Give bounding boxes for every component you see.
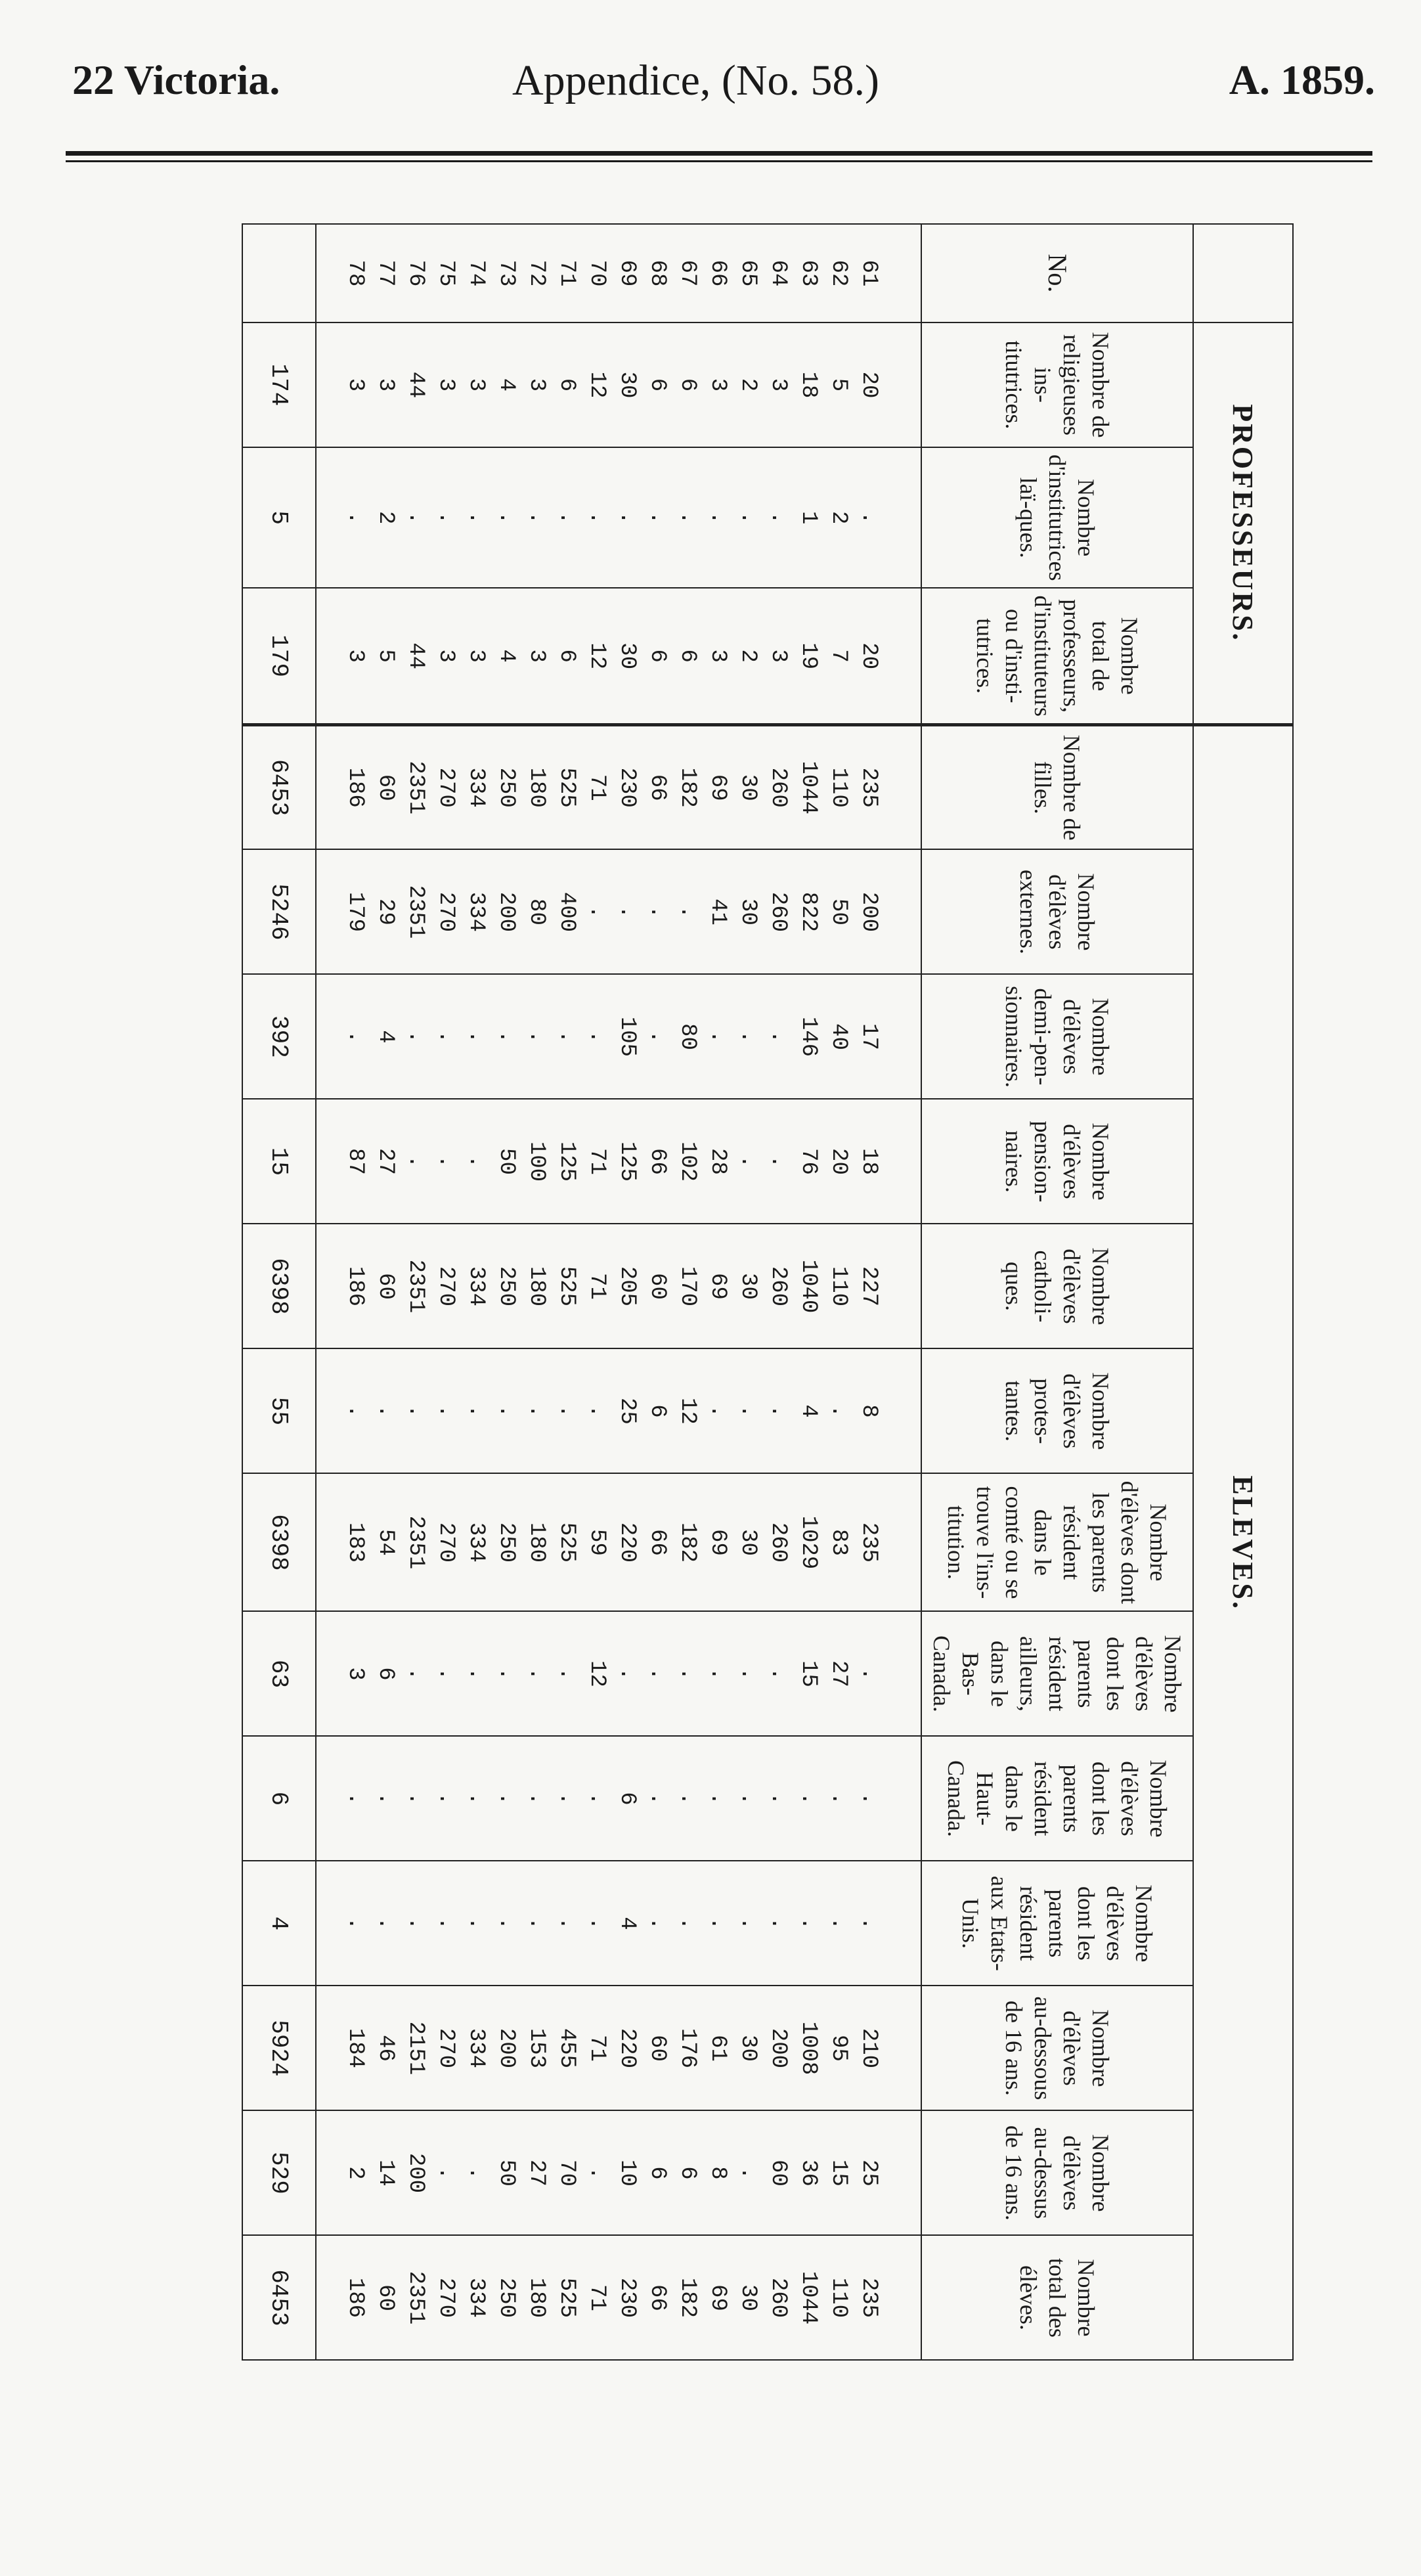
header-comte: Nombre d'élèves dont les parents résident dans le comté ou se trouve l'ins-titution. (921, 1473, 1193, 1611)
header-total-professeurs: Nombre total de professeurs, d'instituteurs ou d'insti-tutrices. (921, 588, 1193, 724)
header-protestantes: Nombre d'élèves protes-tantes. (921, 1348, 1193, 1473)
group-professeurs: PROFESSEURS. (1193, 322, 1293, 724)
header-au-dessous: Nombre d'élèves au-dessous de 16 ans. (921, 1986, 1193, 2110)
group-blank (1193, 224, 1293, 322)
total-au-dessous: 5924 (242, 1986, 316, 2110)
header-etats-unis: Nombre d'élèves dont les parents résident aux Etats-Unis. (921, 1861, 1193, 1986)
header-haut-canada: Nombre d'élèves dont les parents résident dans le Haut-Canada. (921, 1736, 1193, 1861)
total-no (242, 224, 316, 322)
header-catholiques: Nombre d'élèves catholi-ques. (921, 1224, 1193, 1348)
session-label: 22 Victoria. (72, 56, 280, 103)
total-laiques: 5 (242, 447, 316, 588)
total-total-eleves: 6453 (242, 2235, 316, 2360)
header-externes: Nombre d'élèves externes. (921, 849, 1193, 974)
appendix-title: Appendice, (No. 58.) (512, 56, 880, 104)
values-no: 61 62 63 64 65 66 67 68 69 70 71 72 73 74 75 76 77 78 (316, 224, 921, 322)
header-laiques: Nombre d'institutrices laï-ques. (921, 447, 1193, 588)
header-rule-thin (66, 160, 1372, 162)
values-catholiques: 227 110 1040 260 30 69 170 60 205 71 525 180 250 334 270 2351 60 186 (316, 1224, 921, 1348)
rotated-table-container (0, 223, 1294, 2576)
total-bas-canada: 63 (242, 1611, 316, 1736)
total-comte: 6398 (242, 1473, 316, 1611)
year-label: A. 1859. (1229, 56, 1375, 103)
values-filles: 235 110 1044 260 30 69 182 66 230 71 525 180 250 334 270 2351 60 186 (316, 724, 921, 849)
total-filles: 6453 (242, 724, 316, 849)
header-pensionnaires: Nombre d'élèves pension-naires. (921, 1099, 1193, 1224)
total-externes: 5246 (242, 849, 316, 974)
total-catholiques: 6398 (242, 1224, 316, 1348)
total-religieuses: 174 (242, 322, 316, 447)
values-demi-pensionnaires: 17 40 146 . . . 80 . 105 . . . . . . . 4 . (316, 974, 921, 1099)
values-etats-unis: . . . . . . . . 4 . . . . . . . . . (316, 1861, 921, 1986)
values-religieuses: 20 5 18 3 2 3 6 6 30 12 6 3 4 3 3 44 3 3 (316, 322, 921, 447)
statistics-table (242, 223, 1294, 2361)
header-demi-pensionnaires: Nombre d'élèves demi-pen-sionnaires. (921, 974, 1193, 1099)
total-total-professeurs: 179 (242, 588, 316, 724)
header-au-dessus: Nombre d'élèves au-dessus de 16 ans. (921, 2110, 1193, 2235)
total-etats-unis: 4 (242, 1861, 316, 1986)
values-au-dessus: 25 15 36 60 . 8 6 6 10 . 70 27 50 . . 200 14 2 (316, 2110, 921, 2235)
total-protestantes: 55 (242, 1348, 316, 1473)
header-rule (66, 151, 1372, 156)
values-laiques: . 2 1 . . . . . . . . . . . . . 2 . (316, 447, 921, 588)
total-au-dessus: 529 (242, 2110, 316, 2235)
total-haut-canada: 6 (242, 1736, 316, 1861)
values-total-eleves: 235 110 1044 260 30 69 182 66 230 71 525 180 250 334 270 2351 60 186 (316, 2235, 921, 2360)
header-religieuses: Nombre de religieuses ins-titutrices. (921, 322, 1193, 447)
header-bas-canada: Nombre d'élèves dont les parents résident ailleurs, dans le Bas-Canada. (921, 1611, 1193, 1736)
values-total-professeurs: 20 7 19 3 2 3 6 6 30 12 6 3 4 3 3 44 5 3 (316, 588, 921, 724)
values-bas-canada: . 27 15 . . . . . . 12 . . . . . . 6 3 (316, 1611, 921, 1736)
header-filles: Nombre de filles. (921, 724, 1193, 849)
values-comte: 235 83 1029 260 30 69 182 66 220 59 525 180 250 334 270 2351 54 183 (316, 1473, 921, 1611)
values-pensionnaires: 18 20 76 . . 28 102 66 125 71 125 100 50 . . . 27 87 (316, 1099, 921, 1224)
values-au-dessous: 210 95 1008 200 30 61 176 60 220 71 455 153 200 334 270 2151 46 184 (316, 1986, 921, 2110)
total-pensionnaires: 15 (242, 1099, 316, 1224)
values-haut-canada: . . . . . . . . 6 . . . . . . . . . (316, 1736, 921, 1861)
header-no: No. (921, 224, 1193, 322)
header-total-eleves: Nombre total des élèves. (921, 2235, 1193, 2360)
values-externes: 200 50 822 260 30 41 . . . . 400 80 200 334 270 2351 29 179 (316, 849, 921, 974)
values-protestantes: 8 . 4 . . . 12 6 25 . . . . . . . . . (316, 1348, 921, 1473)
page-header (0, 0, 1421, 131)
group-eleves: ELEVES. (1193, 724, 1293, 2360)
total-demi-pensionnaires: 392 (242, 974, 316, 1099)
